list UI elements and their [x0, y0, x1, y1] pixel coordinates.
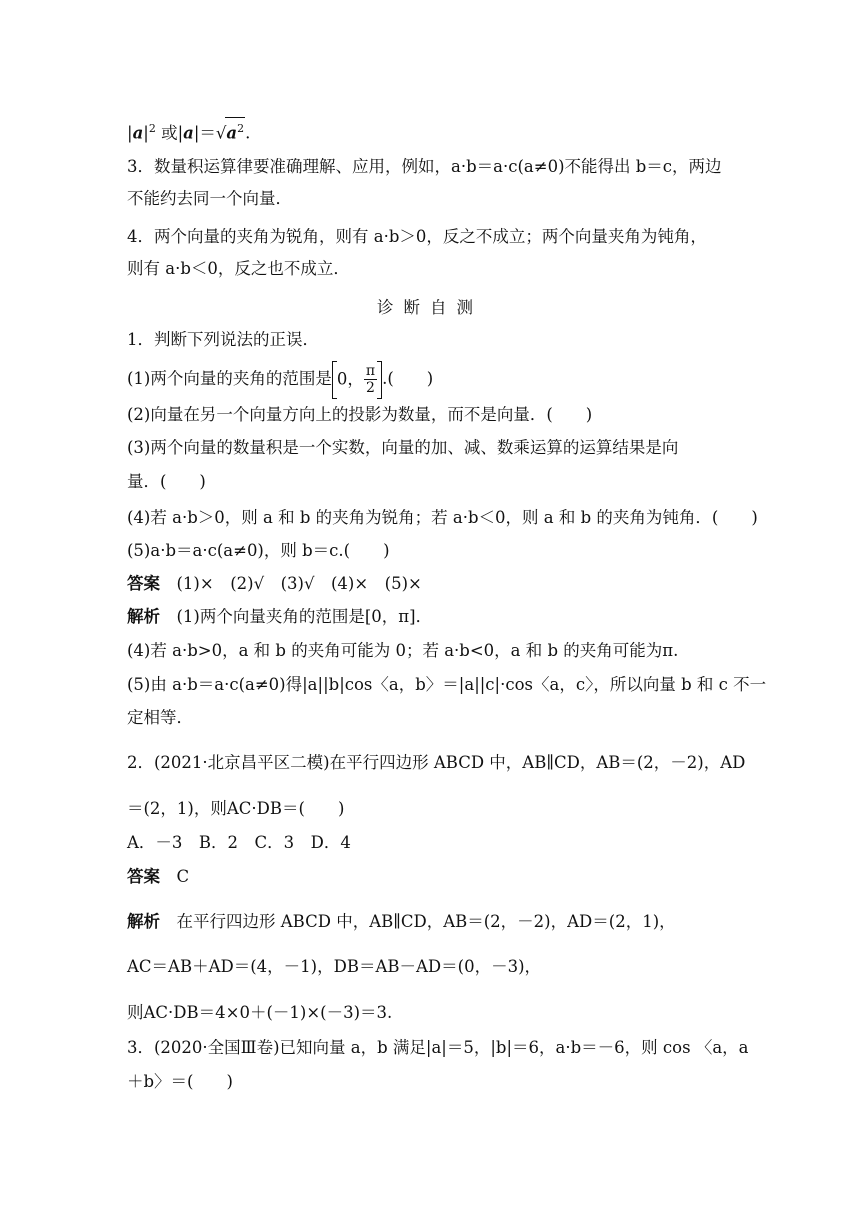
question-stem: ＝(2，1)，则AC·DB＝( ): [127, 799, 345, 818]
answer-line: 答案 (1)× (2)√ (3)√ (4)× (5)×: [127, 574, 422, 593]
question-stem: 3．(2020·全国Ⅲ卷)已知向量 a，b 满足|a|＝5，|b|＝6，a·b＝－6，则 cos 〈a，a: [127, 1038, 749, 1057]
analysis-line: 解析 在平行四边形 ABCD 中，AB∥CD，AB＝(2，－2)，AD＝(2，1)，: [127, 912, 676, 931]
question-item: (3)两个向量的数量积是一个实数，向量的加、减、数乘运算的运算结果是向: [127, 438, 679, 457]
question-item: (5)a·b＝a·c(a≠0)，则 b＝c.( ): [127, 541, 390, 560]
text-line: 不能约去同一个向量．: [127, 189, 292, 208]
analysis-line: 则AC·DB＝4×0＋(－1)×(－3)＝3.: [127, 1003, 393, 1022]
analysis-line: AC＝AB＋AD＝(4，－1)，DB＝AB－AD＝(0，－3)，: [127, 957, 542, 976]
question-stem: 1．判断下列说法的正误．: [127, 330, 319, 349]
analysis-line: (4)若 a·b>0，a 和 b 的夹角可能为 0；若 a·b<0，a 和 b 的夹角可能为π.: [127, 641, 679, 660]
question-item: (1)两个向量的夹角的范围是 0， $\frac{\pi}{2}$ .( ): [127, 359, 433, 400]
answer-line: 答案 C: [127, 867, 190, 886]
question-stem: ＋b〉＝( ): [127, 1072, 233, 1091]
analysis-line: (5)由 a·b＝a·c(a≠0)得|a||b|cos〈a，b〉＝|a||c|·cos〈a，c〉，所以向量 b 和 c 不一: [127, 675, 767, 694]
text-line: 3．数量积运算律要准确理解、应用，例如，a·b＝a·c(a≠0)不能得出 b＝c，两边: [127, 157, 722, 176]
question-item: (2)向量在另一个向量方向上的投影为数量，而不是向量．( ): [127, 405, 593, 424]
text-line: 4．两个向量的夹角为锐角，则有 a·b＞0，反之不成立；两个向量夹角为钝角，: [127, 227, 707, 246]
options-line: A．－3 B．2 C．3 D．4: [127, 833, 351, 852]
question-stem: 2．(2021·北京昌平区二模)在平行四边形 ABCD 中，AB∥CD，AB＝(2，－2)，AD: [127, 753, 746, 772]
analysis-line: 解析 (1)两个向量夹角的范围是[0，π]．: [127, 607, 433, 626]
question-item: (4)若 a·b＞0，则 a 和 b 的夹角为锐角；若 a·b＜0，则 a 和 b 的夹角为钝角．( ): [127, 508, 758, 527]
question-item: 量．( ): [127, 472, 206, 491]
text-line: 则有 a·b＜0，反之也不成立．: [127, 259, 350, 278]
section-title: 诊断自测: [377, 298, 483, 317]
analysis-line: 定相等．: [127, 708, 193, 727]
text-line: $|a|^2$ 或$|a|=√a^2$.: [127, 117, 250, 145]
fraction: $\frac{\pi}{2}$: [365, 363, 376, 396]
